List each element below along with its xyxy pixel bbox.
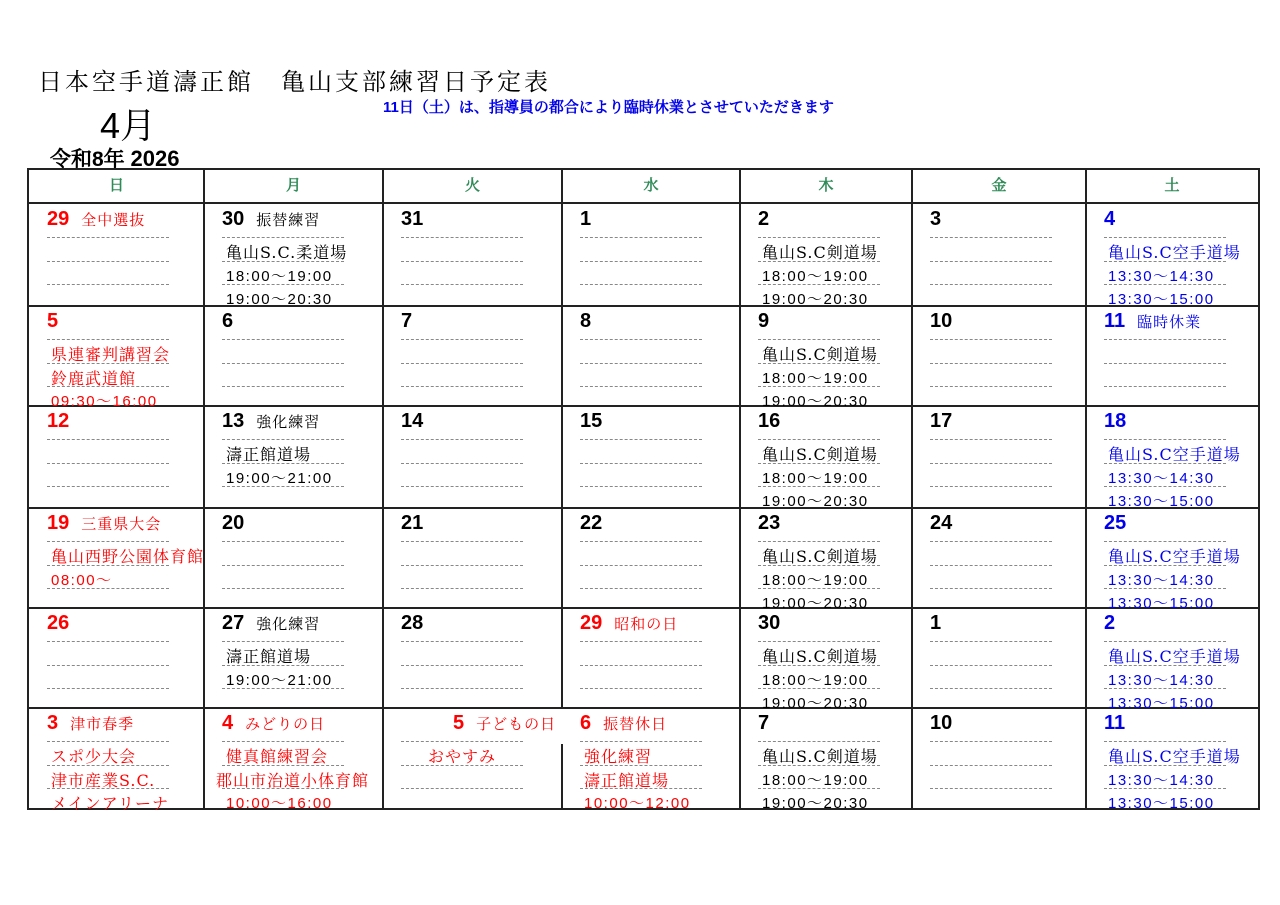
time-slot: 13:30〜15:00 bbox=[1108, 595, 1215, 612]
day-number bbox=[930, 310, 952, 333]
day-number bbox=[758, 512, 780, 535]
entry-guide-line bbox=[580, 284, 702, 285]
day-number-text: 2 bbox=[758, 208, 770, 230]
weekday-header-tue: 火 bbox=[464, 177, 480, 194]
time-slot: 18:00〜19:00 bbox=[762, 470, 869, 487]
day-number bbox=[401, 410, 423, 433]
day-number-text: 5 bbox=[453, 712, 465, 734]
day-cell bbox=[562, 708, 740, 810]
entry-guide-line bbox=[47, 284, 169, 285]
entry-guide-line bbox=[758, 641, 880, 642]
entry-guide-line bbox=[758, 439, 880, 440]
day-cell bbox=[204, 608, 383, 708]
entry-guide-line bbox=[930, 261, 1052, 262]
day-cell bbox=[912, 708, 1086, 810]
time-slot: 13:30〜15:00 bbox=[1108, 695, 1215, 712]
day-cell bbox=[912, 608, 1086, 708]
day-number bbox=[580, 310, 591, 333]
day-cell bbox=[204, 708, 383, 810]
time-slot: 13:30〜14:30 bbox=[1108, 268, 1215, 285]
day-number-text: 25 bbox=[1104, 512, 1127, 534]
weekday-header-mon: 月 bbox=[285, 177, 301, 194]
entry-guide-line bbox=[401, 237, 523, 238]
day-cell bbox=[383, 508, 562, 608]
day-number bbox=[401, 310, 412, 333]
calendar-table bbox=[27, 168, 1260, 813]
day-cell bbox=[1086, 508, 1258, 612]
day-number-text: 29 bbox=[47, 208, 70, 230]
day-number-text: 8 bbox=[580, 310, 592, 332]
entry-guide-line bbox=[47, 339, 169, 340]
entry-guide-line bbox=[580, 688, 702, 689]
entry-guide-line bbox=[580, 565, 702, 566]
day-number bbox=[222, 208, 320, 231]
entry-guide-line bbox=[47, 741, 169, 742]
day-cell bbox=[204, 406, 383, 508]
time-slot: 18:00〜19:00 bbox=[762, 268, 869, 285]
entry-guide-line bbox=[930, 588, 1052, 589]
entry-guide-line bbox=[222, 363, 344, 364]
day-number-text: 11 bbox=[1104, 310, 1126, 332]
day-number-text: 4 bbox=[1104, 208, 1116, 230]
entry-guide-line bbox=[1104, 541, 1226, 542]
day-number bbox=[758, 410, 780, 433]
entry-guide-line bbox=[401, 665, 523, 666]
day-note: 振替休日 bbox=[603, 715, 668, 733]
venue-text: 亀山S.C空手道場 bbox=[1108, 747, 1241, 766]
entry-guide-line bbox=[47, 665, 169, 666]
day-cell bbox=[29, 708, 204, 813]
entry-guide-line bbox=[401, 339, 523, 340]
time-slot: 19:00〜20:30 bbox=[762, 493, 869, 510]
day-number-text: 19 bbox=[47, 512, 70, 534]
entry-guide-line bbox=[47, 541, 169, 542]
day-cell bbox=[562, 406, 740, 508]
day-number-text: 27 bbox=[222, 612, 245, 634]
day-number-text: 1 bbox=[580, 208, 592, 230]
entry-guide-line bbox=[580, 339, 702, 340]
day-number-text: 2 bbox=[1104, 612, 1116, 634]
day-note: 臨時休業 bbox=[1137, 313, 1202, 331]
entry-guide-line bbox=[1104, 339, 1226, 340]
entry-guide-line bbox=[401, 688, 523, 689]
weekday-header-thu: 木 bbox=[818, 177, 834, 194]
day-number-text: 29 bbox=[580, 612, 603, 634]
entry-guide-line bbox=[222, 641, 344, 642]
entry-guide-line bbox=[401, 284, 523, 285]
weekday-header-sun: 日 bbox=[108, 177, 124, 194]
entry-guide-line bbox=[580, 463, 702, 464]
day-number bbox=[47, 410, 69, 433]
time-slot: 19:00〜20:30 bbox=[762, 595, 869, 612]
venue-text: 亀山S.C空手道場 bbox=[1108, 647, 1241, 666]
day-cell bbox=[383, 708, 562, 810]
entry-guide-line bbox=[1104, 741, 1226, 742]
venue-text: 亀山S.C剣道場 bbox=[762, 345, 878, 364]
entry-guide-line bbox=[222, 588, 344, 589]
time-slot: 18:00〜19:00 bbox=[762, 672, 869, 689]
day-number bbox=[47, 612, 69, 635]
entry-guide-line bbox=[401, 588, 523, 589]
entry-guide-line bbox=[401, 486, 523, 487]
day-cell bbox=[383, 608, 562, 708]
entry-guide-line bbox=[401, 541, 523, 542]
day-note: 強化練習 bbox=[256, 615, 321, 633]
venue-text: 亀山S.C.柔道場 bbox=[226, 243, 348, 262]
time-slot: 18:00〜19:00 bbox=[762, 370, 869, 387]
entry-guide-line bbox=[222, 339, 344, 340]
day-number-text: 7 bbox=[401, 310, 413, 332]
day-number bbox=[47, 712, 134, 735]
day-cell bbox=[204, 306, 383, 406]
day-number-text: 3 bbox=[930, 208, 942, 230]
month-label: 4月 bbox=[100, 105, 157, 146]
entry-guide-line bbox=[580, 261, 702, 262]
day-number-text: 14 bbox=[401, 410, 424, 432]
entry-guide-line bbox=[222, 741, 344, 742]
day-number bbox=[222, 612, 320, 635]
entry-guide-line bbox=[47, 439, 169, 440]
day-number bbox=[222, 512, 244, 535]
day-cell bbox=[740, 306, 912, 410]
entry-guide-line bbox=[580, 363, 702, 364]
entry-guide-line bbox=[930, 688, 1052, 689]
day-number bbox=[580, 712, 667, 735]
day-number-text: 21 bbox=[401, 512, 424, 534]
day-number bbox=[580, 208, 591, 231]
day-number bbox=[47, 512, 161, 535]
day-cell bbox=[29, 508, 204, 608]
day-note: 振替練習 bbox=[256, 211, 321, 229]
entry-guide-line bbox=[1104, 439, 1226, 440]
venue-text: 濤正館道場 bbox=[584, 771, 670, 790]
day-cell bbox=[562, 306, 740, 406]
day-number-text: 24 bbox=[930, 512, 953, 534]
entry-guide-line bbox=[1104, 386, 1226, 387]
entry-guide-line bbox=[930, 463, 1052, 464]
venue-text: おやすみ bbox=[428, 747, 497, 766]
day-number bbox=[580, 512, 602, 535]
entry-guide-line bbox=[401, 741, 523, 742]
day-number-text: 16 bbox=[758, 410, 781, 432]
day-note: 強化練習 bbox=[256, 413, 321, 431]
entry-guide-line bbox=[930, 665, 1052, 666]
day-cell bbox=[912, 508, 1086, 608]
day-number bbox=[1104, 512, 1126, 535]
venue-text: 亀山S.C剣道場 bbox=[762, 647, 878, 666]
time-slot: 09:30〜16:00 bbox=[51, 393, 158, 410]
day-number bbox=[930, 712, 952, 735]
day-number-text: 10 bbox=[930, 712, 953, 734]
day-number-text: 9 bbox=[758, 310, 770, 332]
day-number bbox=[47, 310, 58, 333]
day-note: 昭和の日 bbox=[614, 615, 679, 633]
day-number-text: 3 bbox=[47, 712, 59, 734]
entry-guide-line bbox=[401, 363, 523, 364]
entry-guide-line bbox=[930, 363, 1052, 364]
day-number-text: 30 bbox=[758, 612, 781, 634]
day-cell bbox=[29, 406, 204, 508]
day-number-text: 4 bbox=[222, 712, 234, 734]
entry-guide-line bbox=[401, 463, 523, 464]
day-cell bbox=[383, 204, 562, 306]
weekday-header-sat: 土 bbox=[1164, 177, 1180, 194]
entry-guide-line bbox=[1104, 363, 1226, 364]
day-note: 全中選抜 bbox=[81, 211, 146, 229]
day-cell bbox=[912, 204, 1086, 306]
entry-guide-line bbox=[930, 237, 1052, 238]
entry-guide-line bbox=[222, 541, 344, 542]
time-slot: 18:00〜19:00 bbox=[762, 772, 869, 789]
day-note: 津市春季 bbox=[70, 715, 135, 733]
day-number-text: 5 bbox=[47, 310, 59, 332]
western-year: 2026 bbox=[130, 146, 180, 171]
venue-text: 濤正館道場 bbox=[226, 647, 312, 666]
venue-text: 亀山S.C剣道場 bbox=[762, 547, 878, 566]
entry-guide-line bbox=[401, 788, 523, 789]
time-slot: 13:30〜15:00 bbox=[1108, 291, 1215, 308]
day-cell bbox=[1086, 608, 1258, 712]
venue-text: 濤正館道場 bbox=[226, 445, 312, 464]
day-number-text: 12 bbox=[47, 410, 70, 432]
entry-guide-line bbox=[580, 541, 702, 542]
time-slot: 08:00〜 bbox=[51, 572, 113, 589]
entry-guide-line bbox=[580, 237, 702, 238]
day-cell bbox=[912, 406, 1086, 508]
closure-notice: 11日（土）は、指導員の都合により臨時休業とさせていただきます bbox=[383, 99, 834, 116]
entry-guide-line bbox=[47, 486, 169, 487]
venue-text: 亀山S.C空手道場 bbox=[1108, 243, 1241, 262]
entry-guide-line bbox=[401, 386, 523, 387]
venue-text: 亀山S.C空手道場 bbox=[1108, 445, 1241, 464]
time-slot: 13:30〜14:30 bbox=[1108, 672, 1215, 689]
entry-guide-line bbox=[580, 439, 702, 440]
entry-guide-line bbox=[580, 641, 702, 642]
entry-guide-line bbox=[47, 688, 169, 689]
time-slot: 18:00〜19:00 bbox=[762, 572, 869, 589]
day-cell bbox=[1086, 406, 1258, 508]
entry-guide-line bbox=[401, 641, 523, 642]
time-slot: 10:00〜16:00 bbox=[226, 795, 333, 812]
entry-guide-line bbox=[222, 565, 344, 566]
day-number bbox=[401, 208, 423, 231]
day-number bbox=[930, 410, 952, 433]
entry-guide-line bbox=[930, 439, 1052, 440]
day-number bbox=[758, 712, 769, 735]
entry-guide-line bbox=[930, 541, 1052, 542]
time-slot: 18:00〜19:00 bbox=[226, 268, 333, 285]
entry-guide-line bbox=[222, 439, 344, 440]
day-cell bbox=[204, 508, 383, 608]
day-cell bbox=[1086, 708, 1258, 810]
day-note: 三重県大会 bbox=[81, 515, 162, 533]
day-cell bbox=[29, 608, 204, 708]
venue-text: メインアリーナ bbox=[51, 794, 170, 813]
day-number-text: 18 bbox=[1104, 410, 1127, 432]
entry-guide-line bbox=[222, 237, 344, 238]
venue-text: 鈴鹿武道館 bbox=[51, 369, 137, 388]
venue-text: 亀山西野公園体育館 bbox=[51, 547, 205, 566]
day-cell bbox=[383, 406, 562, 508]
day-number-text: 22 bbox=[580, 512, 603, 534]
day-number bbox=[758, 612, 780, 635]
era-year: 令和8年 bbox=[50, 148, 125, 171]
venue-text: 強化練習 bbox=[584, 747, 653, 766]
day-cell bbox=[1086, 306, 1258, 406]
time-slot: 13:30〜14:30 bbox=[1108, 572, 1215, 589]
day-cell bbox=[204, 204, 383, 306]
day-cell bbox=[912, 306, 1086, 406]
day-number bbox=[1104, 612, 1115, 635]
day-number-text: 6 bbox=[580, 712, 592, 734]
time-slot: 10:00〜12:00 bbox=[584, 795, 691, 812]
entry-guide-line bbox=[401, 565, 523, 566]
day-number bbox=[580, 410, 602, 433]
day-number-text: 1 bbox=[930, 612, 942, 634]
day-number-text: 6 bbox=[222, 310, 234, 332]
weekday-header-row bbox=[29, 170, 1258, 204]
day-number bbox=[930, 208, 941, 231]
day-cell bbox=[740, 204, 912, 306]
venue-text: 郡山市治道小体育館 bbox=[216, 771, 370, 790]
entry-guide-line bbox=[930, 284, 1052, 285]
entry-guide-line bbox=[222, 386, 344, 387]
entry-guide-line bbox=[930, 386, 1052, 387]
day-number bbox=[222, 712, 325, 735]
time-slot: 13:30〜15:00 bbox=[1108, 795, 1215, 812]
time-slot: 19:00〜20:30 bbox=[762, 695, 869, 712]
day-number bbox=[222, 410, 320, 433]
entry-guide-line bbox=[930, 565, 1052, 566]
time-slot: 13:30〜15:00 bbox=[1108, 493, 1215, 510]
day-number-text: 10 bbox=[930, 310, 953, 332]
day-cell bbox=[562, 508, 740, 608]
day-number-text: 23 bbox=[758, 512, 781, 534]
venue-text: 県連審判講習会 bbox=[51, 345, 171, 364]
entry-guide-line bbox=[401, 261, 523, 262]
entry-guide-line bbox=[47, 463, 169, 464]
day-number-text: 26 bbox=[47, 612, 70, 634]
entry-guide-line bbox=[758, 741, 880, 742]
weekday-header-wed: 水 bbox=[643, 177, 659, 194]
day-number bbox=[930, 512, 952, 535]
venue-text: 亀山S.C空手道場 bbox=[1108, 547, 1241, 566]
entry-guide-line bbox=[401, 439, 523, 440]
entry-guide-line bbox=[930, 486, 1052, 487]
entry-guide-line bbox=[1104, 237, 1226, 238]
entry-guide-line bbox=[758, 237, 880, 238]
time-slot: 19:00〜20:30 bbox=[762, 393, 869, 410]
day-cell bbox=[29, 204, 204, 306]
time-slot: 19:00〜20:30 bbox=[226, 291, 333, 308]
day-number bbox=[1104, 410, 1126, 433]
entry-guide-line bbox=[580, 386, 702, 387]
time-slot: 19:00〜20:30 bbox=[762, 795, 869, 812]
entry-guide-line bbox=[930, 788, 1052, 789]
day-cell bbox=[740, 608, 912, 712]
time-slot: 19:00〜20:30 bbox=[762, 291, 869, 308]
day-number bbox=[453, 712, 556, 735]
day-cell bbox=[740, 406, 912, 508]
entry-guide-line bbox=[930, 741, 1052, 742]
day-number-text: 17 bbox=[930, 410, 953, 432]
day-note: 子どもの日 bbox=[476, 715, 557, 733]
entry-guide-line bbox=[930, 765, 1052, 766]
day-number bbox=[758, 208, 769, 231]
day-number bbox=[930, 612, 941, 635]
entry-guide-line bbox=[580, 741, 702, 742]
entry-guide-line bbox=[580, 588, 702, 589]
day-cell bbox=[562, 204, 740, 306]
venue-text: スポ少大会 bbox=[51, 747, 137, 766]
day-number bbox=[401, 512, 423, 535]
day-number bbox=[47, 208, 145, 231]
day-cell bbox=[562, 608, 740, 708]
day-number-text: 28 bbox=[401, 612, 424, 634]
day-cell bbox=[383, 306, 562, 406]
day-number bbox=[1104, 310, 1201, 333]
entry-guide-line bbox=[758, 339, 880, 340]
entry-guide-line bbox=[930, 641, 1052, 642]
entry-guide-line bbox=[580, 486, 702, 487]
day-number-text: 7 bbox=[758, 712, 770, 734]
day-number bbox=[758, 310, 769, 333]
weekday-header-fri: 金 bbox=[991, 177, 1007, 194]
day-note: みどりの日 bbox=[245, 715, 326, 733]
entry-guide-line bbox=[930, 339, 1052, 340]
page-title: 日本空手道濤正館 亀山支部練習日予定表 bbox=[38, 68, 551, 96]
day-cell bbox=[29, 306, 204, 410]
time-slot: 19:00〜21:00 bbox=[226, 470, 333, 487]
entry-guide-line bbox=[758, 541, 880, 542]
day-cell bbox=[740, 708, 912, 810]
day-number-text: 20 bbox=[222, 512, 245, 534]
entry-guide-line bbox=[47, 641, 169, 642]
venue-text: 津市産業S.C. bbox=[51, 771, 156, 790]
day-number-text: 13 bbox=[222, 410, 245, 432]
entry-guide-line bbox=[47, 261, 169, 262]
day-number bbox=[222, 310, 233, 333]
venue-text: 亀山S.C剣道場 bbox=[762, 243, 878, 262]
entry-guide-line bbox=[1104, 641, 1226, 642]
day-number-text: 31 bbox=[401, 208, 424, 230]
venue-text: 亀山S.C剣道場 bbox=[762, 445, 878, 464]
entry-guide-line bbox=[47, 237, 169, 238]
time-slot: 13:30〜14:30 bbox=[1108, 470, 1215, 487]
day-number bbox=[401, 612, 423, 635]
day-number bbox=[1104, 712, 1125, 735]
day-cell bbox=[1086, 204, 1258, 306]
day-number bbox=[1104, 208, 1115, 231]
day-number-text: 11 bbox=[1104, 712, 1126, 734]
day-cell bbox=[740, 508, 912, 612]
day-number bbox=[580, 612, 678, 635]
venue-text: 亀山S.C剣道場 bbox=[762, 747, 878, 766]
venue-text: 健真館練習会 bbox=[226, 747, 329, 766]
time-slot: 19:00〜21:00 bbox=[226, 672, 333, 689]
day-number-text: 30 bbox=[222, 208, 245, 230]
entry-guide-line bbox=[580, 665, 702, 666]
day-number-text: 15 bbox=[580, 410, 603, 432]
time-slot: 13:30〜14:30 bbox=[1108, 772, 1215, 789]
